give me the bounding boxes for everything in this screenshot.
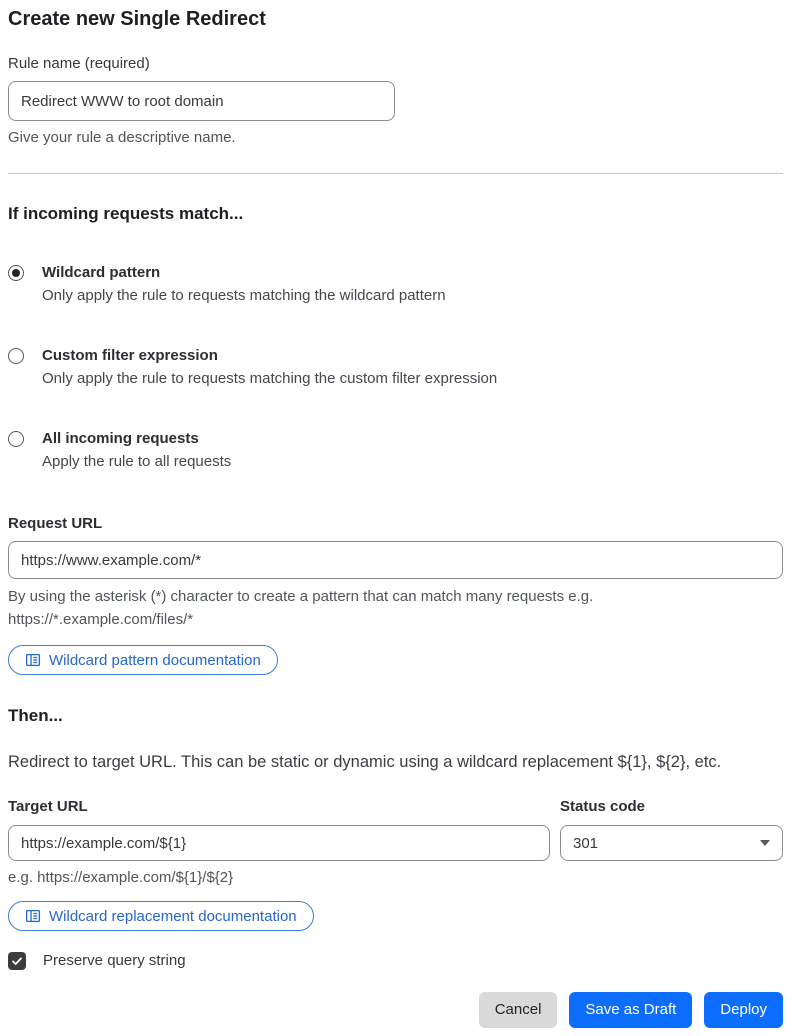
target-url-status-row bbox=[8, 797, 783, 887]
radio-label: Custom filter expression bbox=[42, 347, 218, 364]
rule-name-input[interactable] bbox=[8, 81, 395, 121]
request-url-label: Request URL bbox=[8, 515, 103, 532]
then-description: Redirect to target URL. This can be static or dynamic using a wildcard replacement ${1}, ${2}, etc. bbox=[8, 753, 722, 771]
radio-button-icon[interactable] bbox=[8, 348, 24, 364]
doc-button-label: Wildcard replacement documentation bbox=[49, 907, 297, 925]
radio-description: Apply the rule to all requests bbox=[42, 453, 232, 470]
save-as-draft-button[interactable]: Save as Draft bbox=[569, 992, 692, 1028]
status-code-value: 301 bbox=[573, 834, 599, 852]
preserve-query-string-row[interactable] bbox=[8, 951, 783, 970]
page-title: Create new Single Redirect bbox=[8, 8, 266, 30]
match-section-heading: If incoming requests match... bbox=[8, 204, 244, 223]
book-icon bbox=[25, 908, 41, 924]
preserve-query-string-label: Preserve query string bbox=[43, 952, 186, 969]
target-url-helper: e.g. https://example.com/${1}/${2} bbox=[8, 869, 234, 886]
target-url-label: Target URL bbox=[8, 798, 88, 815]
cancel-button[interactable]: Cancel bbox=[479, 992, 558, 1028]
radio-description: Only apply the rule to requests matching the custom filter expression bbox=[42, 370, 498, 387]
chevron-down-icon bbox=[760, 840, 770, 846]
rule-name-helper: Give your rule a descriptive name. bbox=[8, 129, 236, 146]
wildcard-pattern-documentation-button[interactable] bbox=[8, 645, 278, 675]
section-divider bbox=[8, 173, 783, 174]
radio-label: Wildcard pattern bbox=[42, 264, 161, 281]
doc-button-label: Wildcard pattern documentation bbox=[49, 651, 261, 669]
request-url-helper-line2: https://*.example.com/files/* bbox=[8, 611, 194, 628]
radio-option-custom-filter-expression[interactable] bbox=[8, 346, 783, 389]
radio-label: All incoming requests bbox=[42, 430, 199, 447]
match-type-radio-group bbox=[8, 263, 783, 472]
rule-name-label: Rule name (required) bbox=[8, 55, 150, 72]
radio-option-all-incoming-requests[interactable] bbox=[8, 429, 783, 472]
request-url-helper-line1: By using the asterisk (*) character to create a pattern that can match many requests e.g. bbox=[8, 588, 594, 605]
radio-button-icon[interactable] bbox=[8, 265, 24, 281]
radio-description: Only apply the rule to requests matching the wildcard pattern bbox=[42, 287, 446, 304]
book-icon bbox=[25, 652, 41, 668]
status-code-label: Status code bbox=[560, 798, 646, 815]
request-url-helper bbox=[8, 585, 783, 631]
status-code-select[interactable] bbox=[560, 825, 783, 861]
radio-button-icon[interactable] bbox=[8, 431, 24, 447]
deploy-button[interactable]: Deploy bbox=[704, 992, 783, 1028]
checkbox-checked-icon[interactable] bbox=[8, 952, 26, 970]
wildcard-replacement-documentation-button[interactable] bbox=[8, 901, 314, 931]
then-section-heading: Then... bbox=[8, 706, 63, 725]
radio-option-wildcard-pattern[interactable] bbox=[8, 263, 783, 306]
footer-actions bbox=[8, 992, 783, 1028]
target-url-input[interactable] bbox=[8, 825, 550, 861]
request-url-input[interactable] bbox=[8, 541, 783, 579]
